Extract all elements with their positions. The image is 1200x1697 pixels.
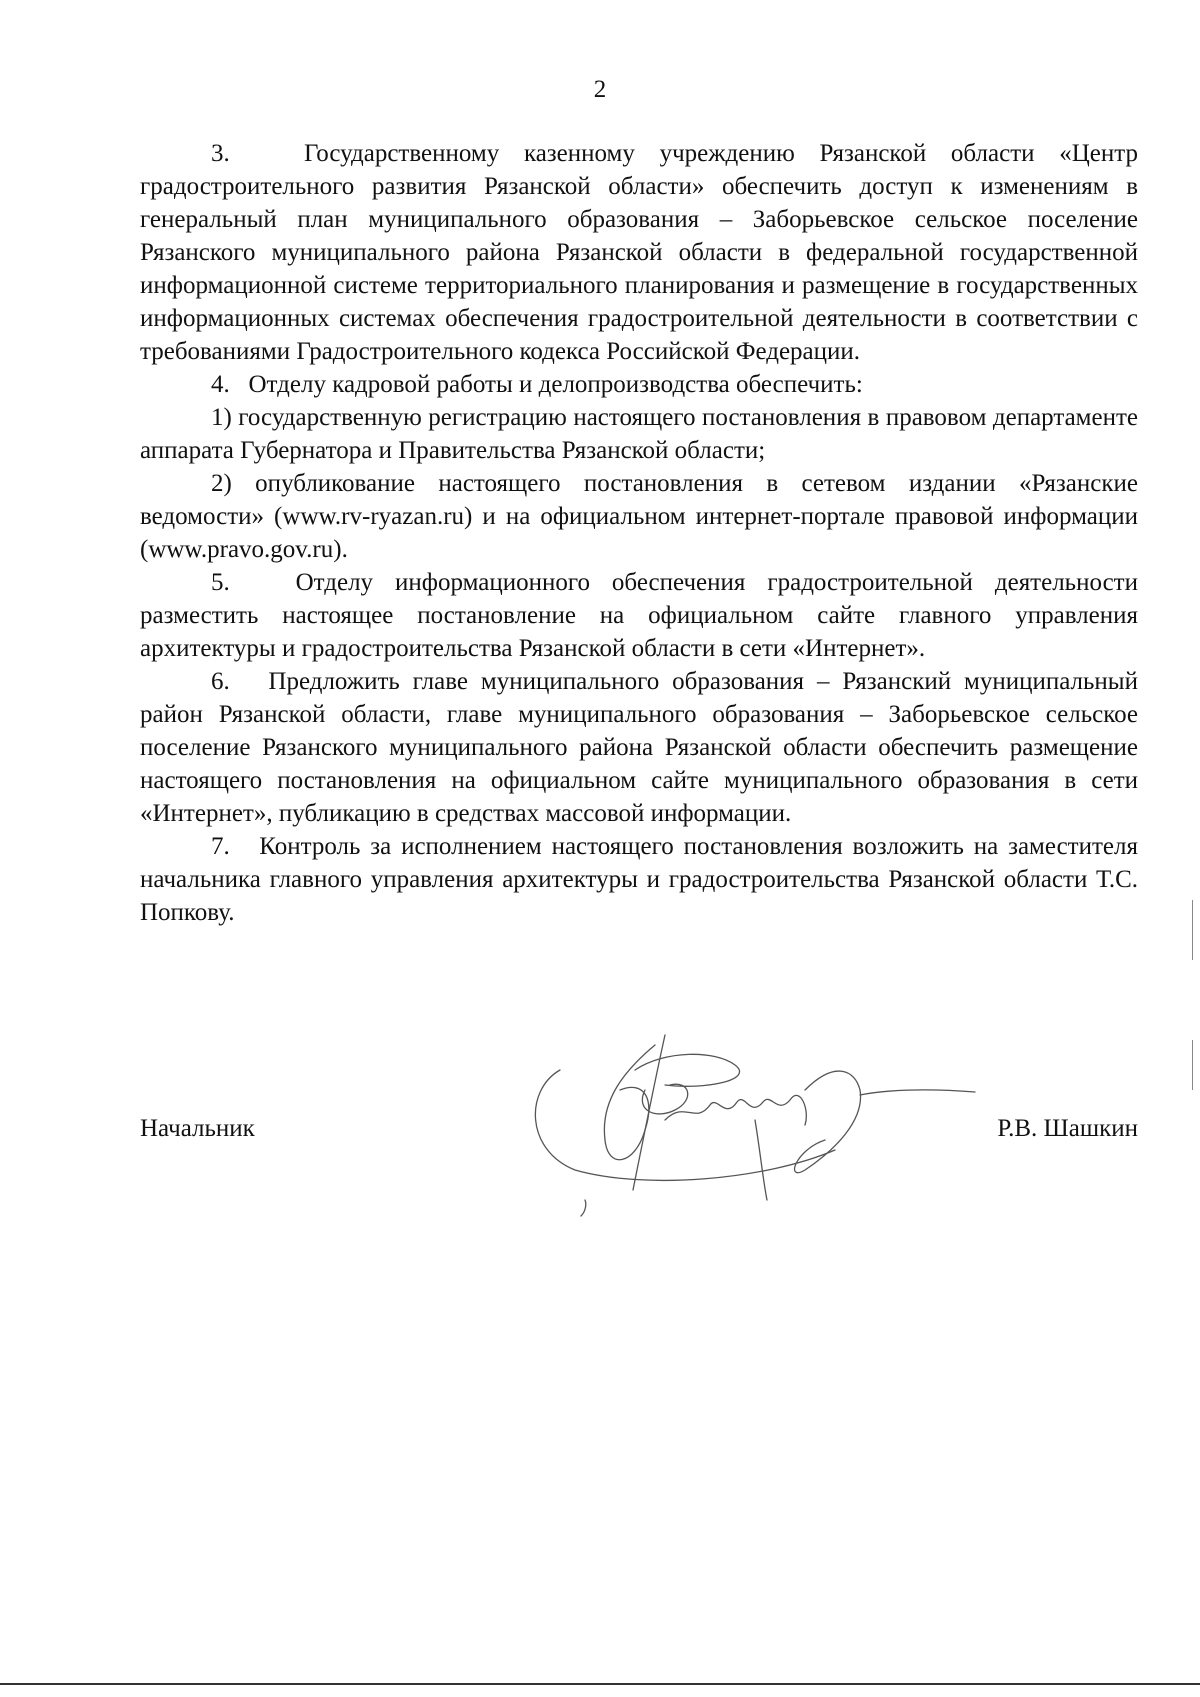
signatory-name: Р.В. Шашкин	[997, 1115, 1138, 1142]
paragraph-4-2: 2) опубликование настоящего постановления в сетевом издании «Рязанские ведомости» (www.rv-ryazan.ru) и на официальном интернет-портале правовой информации (www.pravo.gov.ru).	[140, 470, 1138, 563]
paragraph-6: 6. Предложить главе муниципального образования – Рязанский муниципальный район Рязанской области, главе муниципального образования – Заборьевское сельское поселение Рязанского муниципального района Рязанской области обеспечить размещение настоящего постановления на официальном сайте муниципального образования в сети «Интернет», публикацию в средствах массовой информации.	[140, 668, 1138, 827]
margin-mark	[1192, 900, 1193, 960]
paragraph-5: 5. Отделу информационного обеспечения градостроительной деятельности разместить настоящее постановление на официальном сайте главного управления архитектуры и градостроительства Рязанской области в сети «Интернет».	[140, 569, 1138, 662]
handwritten-signature	[505, 1030, 985, 1230]
paragraph-3: 3. Государственному казенному учреждению Рязанской области «Центр градостроительного развития Рязанской области» обеспечить доступ к изменениям в генеральный план муниципального образования – Заборьевское сельское поселение Рязанского муниципального района Рязанской области в федеральной государственной информационной системе территориального планирования и размещение в государственных информационных системах обеспечения градостроительной деятельности в соответствии с требованиями Градостроительного кодекса Российской Федерации.	[140, 140, 1138, 365]
margin-mark	[1192, 1040, 1193, 1090]
scan-edge-line	[0, 1683, 1200, 1685]
paragraph-7: 7. Контроль за исполнением настоящего постановления возложить на заместителя начальника главного управления архитектуры и градостроительства Рязанской области Т.С. Попкову.	[140, 833, 1138, 926]
paragraph-4: 4. Отделу кадровой работы и делопроизводства обеспечить:	[211, 371, 863, 398]
signatory-position: Начальник	[140, 1115, 255, 1142]
document-body	[140, 137, 1138, 929]
paragraph-4-1: 1) государственную регистрацию настоящего постановления в правовом департаменте аппарата Губернатора и Правительства Рязанской области;	[140, 404, 1138, 464]
page-number: 2	[593, 76, 607, 103]
